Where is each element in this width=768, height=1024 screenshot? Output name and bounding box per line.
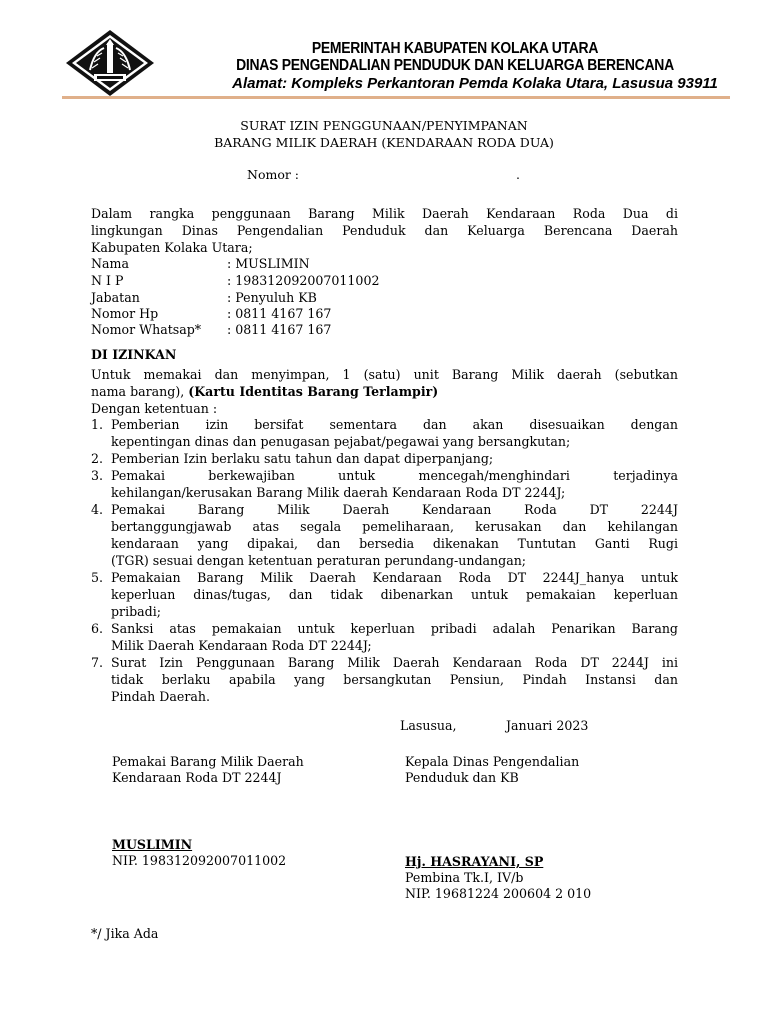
condition-text-line: pribadi; xyxy=(111,604,162,619)
condition-text-line: keperluan dinas/tugas, dan tidak dibenarkan untuk pemakaian keperluan xyxy=(111,587,678,602)
conditions-label: Dengan ketentuan : xyxy=(91,401,218,416)
field-value: : 198312092007011002 xyxy=(227,273,380,288)
field-label: Jabatan xyxy=(91,290,140,305)
field-label: Nomor Whatsap* xyxy=(91,322,202,337)
left-signatory-role: Pemakai Barang Milik Daerah xyxy=(112,754,304,769)
letter-number-end: . xyxy=(516,167,520,182)
field-value: : 0811 4167 167 xyxy=(227,306,332,321)
left-signatory-role: Kendaraan Roda DT 2244J xyxy=(112,770,282,785)
letterhead-agency: DINAS PENGENDALIAN PENDUDUK DAN KELUARGA BERENCANA xyxy=(236,57,674,74)
condition-text-line: Pemakai Barang Milik Daerah Kendaraan Roda DT 2244J xyxy=(111,502,678,517)
condition-number: 2. xyxy=(91,451,104,466)
condition-text-line: Pindah Daerah. xyxy=(111,689,210,704)
attachment-note: (Kartu Identitas Barang Terlampir) xyxy=(188,384,439,399)
condition-number: 1. xyxy=(91,417,104,432)
letter-date-place: Lasusua, xyxy=(400,718,457,733)
letterhead-divider xyxy=(62,96,730,99)
condition-number: 4. xyxy=(91,502,104,517)
right-signatory-role: Penduduk dan KB xyxy=(405,770,519,785)
letterhead-address: Alamat: Kompleks Perkantoran Pemda Kolaka Utara, Lasusua 93911 xyxy=(232,75,718,92)
right-signatory-rank: Pembina Tk.I, IV/b xyxy=(405,870,524,885)
condition-text-line: kepentingan dinas dan penugasan pejabat/pegawai yang bersangkutan; xyxy=(111,434,571,449)
item-name-text: nama barang), xyxy=(91,384,189,399)
condition-number: 3. xyxy=(91,468,104,483)
permission-line xyxy=(91,383,678,400)
field-label: Nomor Hp xyxy=(91,306,159,321)
footnote: */ Jika Ada xyxy=(91,926,159,941)
letter-date: Januari 2023 xyxy=(506,718,589,733)
condition-text-line: tidak berlaku apabila yang bersangkutan Pensiun, Pindah Instansi dan xyxy=(111,672,678,687)
condition-text-line: Pemberian Izin berlaku satu tahun dan dapat diperpanjang; xyxy=(111,451,494,466)
condition-text-line: Pemberian izin bersifat sementara dan akan disesuaikan dengan xyxy=(111,417,678,432)
letter-title-line1: SURAT IZIN PENGGUNAAN/PENYIMPANAN xyxy=(240,118,528,133)
right-signatory-name: Hj. HASRAYANI, SP xyxy=(405,854,544,869)
letter-number-label: Nomor : xyxy=(247,167,300,182)
left-signatory-nip: NIP. 198312092007011002 xyxy=(112,853,287,868)
condition-text-line: kendaraan yang dipakai, dan bersedia dikenakan Tuntutan Ganti Rugi xyxy=(111,536,678,551)
condition-text-line: (TGR) sesuai dengan ketentuan peraturan perundang-undangan; xyxy=(111,553,527,568)
field-value: : 0811 4167 167 xyxy=(227,322,332,337)
field-label: N I P xyxy=(91,273,124,288)
regency-emblem-logo xyxy=(64,28,156,98)
intro-line: Kabupaten Kolaka Utara; xyxy=(91,240,253,255)
condition-text-line: Sanksi atas pemakaian untuk keperluan pribadi adalah Penarikan Barang xyxy=(111,621,678,636)
right-signatory-role: Kepala Dinas Pengendalian xyxy=(405,754,580,769)
right-signatory-nip: NIP. 19681224 200604 2 010 xyxy=(405,886,592,901)
condition-text-line: Pemakai berkewajiban untuk mencegah/menghindari terjadinya xyxy=(111,468,678,483)
intro-line: lingkungan Dinas Pengendalian Penduduk dan Keluarga Berencana Daerah xyxy=(91,223,678,238)
left-signatory-name: MUSLIMIN xyxy=(112,837,193,852)
permission-line: Untuk memakai dan menyimpan, 1 (satu) unit Barang Milik daerah (sebutkan xyxy=(91,367,678,382)
field-label: Nama xyxy=(91,256,129,271)
permission-heading: DI IZINKAN xyxy=(91,347,177,362)
condition-text-line: Pemakaian Barang Milik Daerah Kendaraan Roda DT 2244J_hanya untuk xyxy=(111,570,678,585)
intro-line: Dalam rangka penggunaan Barang Milik Daerah Kendaraan Roda Dua di xyxy=(91,206,678,221)
condition-number: 7. xyxy=(91,655,104,670)
condition-text-line: Milik Daerah Kendaraan Roda DT 2244J; xyxy=(111,638,372,653)
condition-number: 5. xyxy=(91,570,104,585)
field-value: : MUSLIMIN xyxy=(227,256,310,271)
letterhead-government: PEMERINTAH KABUPATEN KOLAKA UTARA xyxy=(311,40,599,57)
condition-text-line: bertanggungjawab atas segala pemeliharaan, kerusakan dan kehilangan xyxy=(111,519,678,534)
letterhead xyxy=(170,40,740,94)
condition-text-line: Surat Izin Penggunaan Barang Milik Daerah Kendaraan Roda DT 2244J ini xyxy=(111,655,678,670)
condition-number: 6. xyxy=(91,621,104,636)
letter-title-line2: BARANG MILIK DAERAH (KENDARAAN RODA DUA) xyxy=(214,135,554,150)
condition-text-line: kehilangan/kerusakan Barang Milik daerah Kendaraan Roda DT 2244J; xyxy=(111,485,566,500)
field-value: : Penyuluh KB xyxy=(227,290,317,305)
